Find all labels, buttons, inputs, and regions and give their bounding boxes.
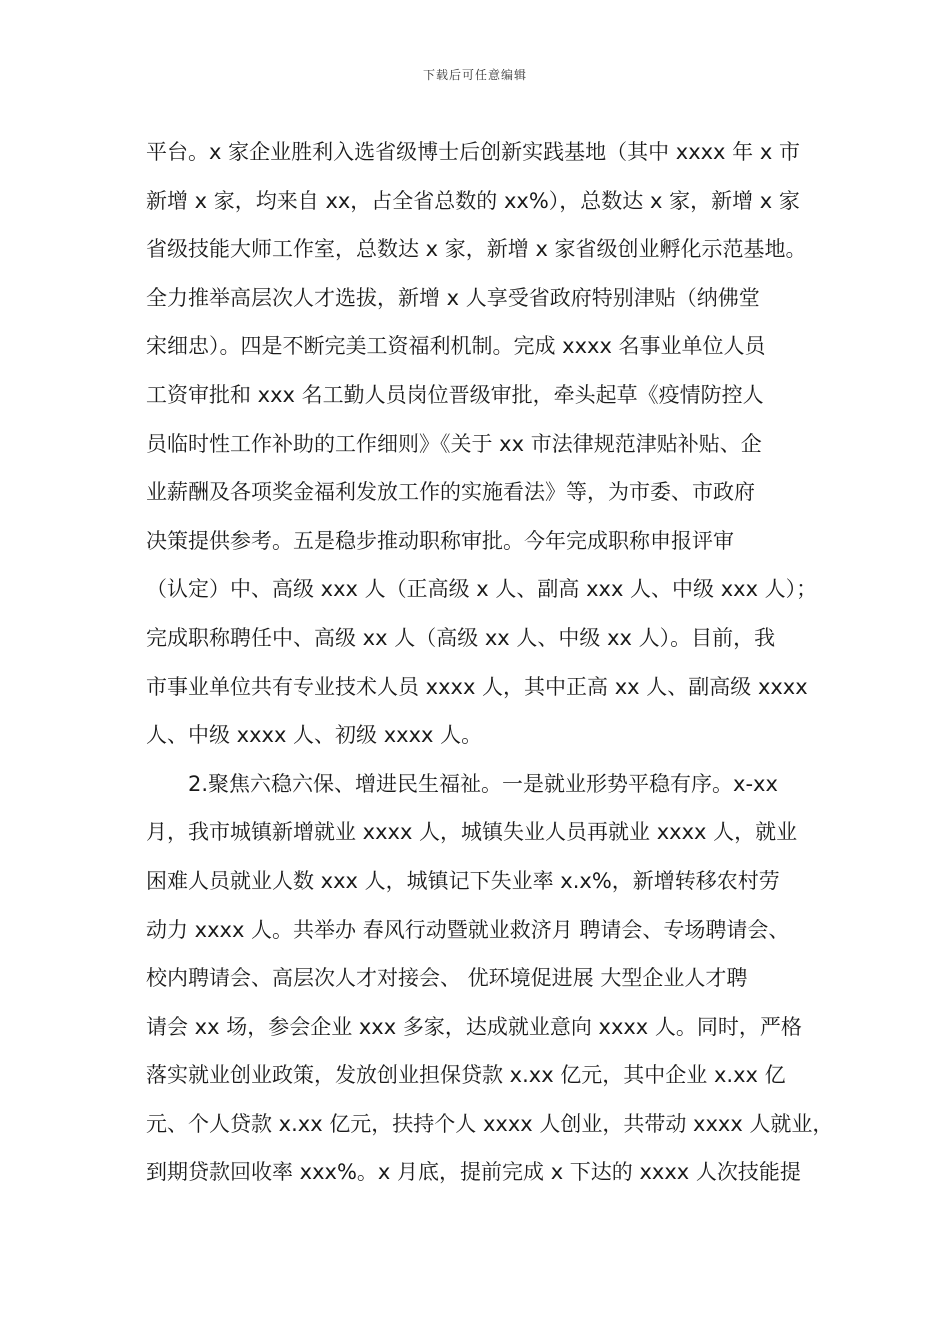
text-line: 全力推举高层次人才选拔，新增 x 人享受省政府特别津贴（纳佛堂 [146, 285, 760, 310]
text-line: 业薪酬及各项奖金福利发放工作的实施看法》等，为市委、市政府 [146, 480, 755, 505]
paragraph [146, 128, 826, 760]
text-line: 工资审批和 xxx 名工勤人员岗位晋级审批，牵头起草《疫情防控人 [146, 382, 764, 407]
text-line: 决策提供参考。五是稳步推动职称审批。今年完成职称申报评审 [146, 528, 734, 553]
text-line: 员临时性工作补助的工作细则》《关于 xx 市法律规范津贴补贴、企 [146, 431, 762, 456]
text-line: 省级技能大师工作室，总数达 x 家，新增 x 家省级创业孵化示范基地。 [146, 237, 807, 262]
text-line: 人、中级 xxxx 人、初级 xxxx 人。 [146, 723, 483, 748]
text-line: 请会 xx 场，参会企业 xxx 多家，达成就业意向 xxxx 人。同时，严格 [146, 1014, 802, 1039]
text-line: 校内聘请会、高层次人才对接会、 优环境促进展 大型企业人才聘 [146, 966, 748, 991]
text-line: 到期贷款回收率 xxx%。x 月底，提前完成 x 下达的 xxxx 人次技能提 [146, 1160, 801, 1185]
document-body [146, 128, 834, 1197]
page-header: 下载后可任意编辑 [422, 68, 527, 82]
text-line: 市事业单位共有专业技术人员 xxxx 人，其中正高 xx 人、副高级 xxxx [146, 674, 808, 699]
text-line: 困难人员就业人数 xxx 人，城镇记下失业率 x.x%，新增转移农村劳 [146, 868, 780, 893]
text-line: 完成职称聘任中、高级 xx 人（高级 xx 人、中级 xx 人）。目前，我 [146, 625, 776, 650]
text-line: 月，我市城镇新增就业 xxxx 人，城镇失业人员再就业 xxxx 人，就业 [146, 820, 798, 845]
text-line: 落实就业创业政策，发放创业担保贷款 x.xx 亿元，其中企业 x.xx 亿 [146, 1063, 786, 1088]
text-line: （认定）中、高级 xxx 人（正高级 x 人、副高 xxx 人、中级 xxx 人）； [146, 577, 818, 602]
text-line: 2.聚焦六稳六保、增进民生福祉。一是就业形势平稳有序。x-xx [188, 771, 778, 796]
text-line: 新增 x 家，均来自 xx，占全省总数的 xx%），总数达 x 家，新增 x 家 [146, 188, 800, 213]
text-line: 平台。x 家企业胜利入选省级博士后创新实践基地（其中 xxxx 年 x 市 [146, 140, 800, 164]
text-line: 宋细忠）。四是不断完美工资福利机制。完成 xxxx 名事业单位人员 [146, 334, 766, 359]
paragraph [146, 760, 834, 1197]
text-line: 元、个人贷款 x.xx 亿元，扶持个人 xxxx 人创业，共带动 xxxx 人就业， [146, 1111, 834, 1136]
text-line: 动力 xxxx 人。共举办 春风行动暨就业救济月 聘请会、专场聘请会、 [146, 917, 790, 942]
